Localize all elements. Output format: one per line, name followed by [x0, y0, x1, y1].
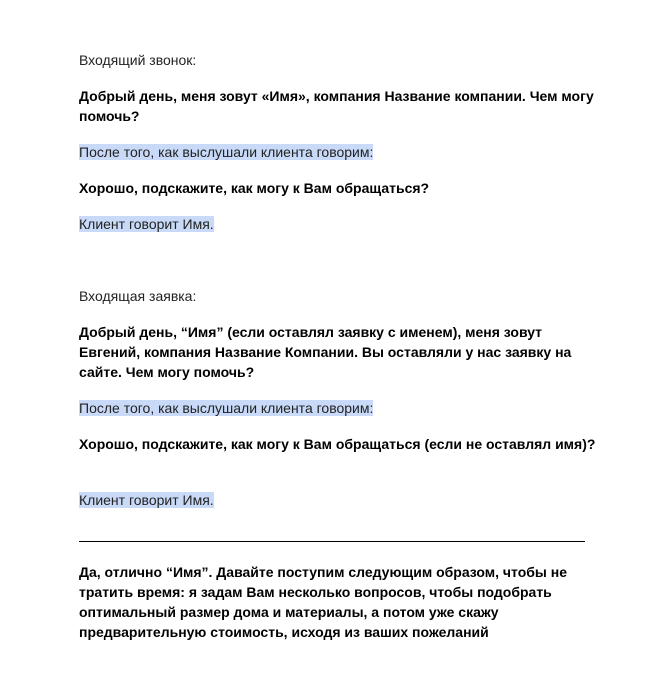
- request-client-says: Клиент говорит Имя.: [79, 492, 214, 508]
- request-note-after-listening: После того, как выслушали клиента говорим:: [79, 400, 374, 416]
- call-note-after-listening: После того, как выслушали клиента говорим:: [79, 144, 374, 160]
- section-heading-incoming-call: Входящий звонок:: [79, 52, 197, 68]
- call-client-says: Клиент говорит Имя.: [79, 216, 214, 232]
- call-greeting-script: Добрый день, меня зовут «Имя», компания Название компании. Чем могу помочь?: [79, 88, 594, 124]
- continuation-script: Да, отлично “Имя”. Давайте поступим следующим образом, чтобы не тратить время: я задам Вам несколько вопросов, чтобы подобрать оптимальный размер дома и материалы, а потом уже скажу предварительную стоимость, исходя из ваших пожеланий: [79, 564, 567, 640]
- section-divider: [79, 541, 585, 542]
- request-ask-name-script: Хорошо, подскажите, как могу к Вам обращаться (если не оставлял имя)?: [79, 436, 596, 452]
- call-ask-name-script: Хорошо, подскажите, как могу к Вам обращаться?: [79, 180, 430, 196]
- request-greeting-script: Добрый день, “Имя” (если оставлял заявку с именем), меня зовут Евгений, компания Название Компании. Вы оставляли у нас заявку на сайте. Чем могу помочь?: [79, 324, 572, 380]
- section-heading-incoming-request: Входящая заявка:: [79, 288, 197, 304]
